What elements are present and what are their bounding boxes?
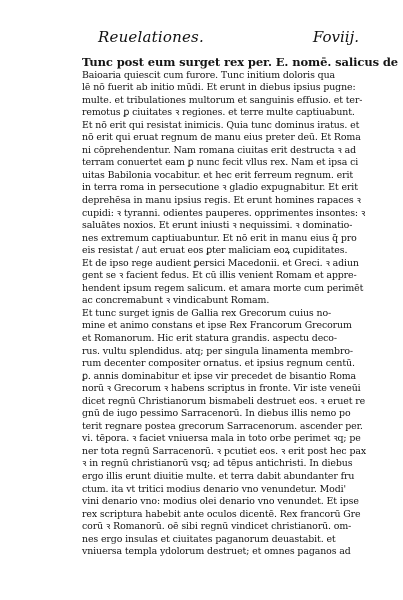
page-header <box>98 28 359 50</box>
text-line: nō erit qui eruat regnum de manu eius preter deū. Et Roma <box>82 132 361 144</box>
text-line: norū ꝛ Grecorum ꝛ habens scriptus in fronte. Vir iste veneūi <box>82 383 361 395</box>
text-line: vi. tēpora. ꝛ faciet vniuersa mala in toto orbe perimet ꝛq; pe <box>82 433 361 445</box>
text-line: cupidi: ꝛ tyranni. odientes pauperes. opprimentes insontes: ꝛ <box>82 207 366 219</box>
text-line: et Romanorum. Hic erit statura grandis. aspectu deco- <box>82 332 337 344</box>
text-line: ctum. ita vt tritici modius denario vno venundetur. Modi' <box>82 483 346 495</box>
text-line: terit regnare postea grecorum Sarracenorum. ascender per. <box>82 420 363 432</box>
text-line: ac concremabunt ꝛ vindicabunt Romam. <box>82 295 270 307</box>
text-line: in terra roma in persecutione ꝛ gladio expugnabitur. Et erit <box>82 182 358 194</box>
text-line: Et nō erit qui resistat inimicis. Quia tunc dominus iratus. et <box>82 119 360 131</box>
text-line: lē nō fuerit ab initio mūdi. Et erunt in diebus ipsius pugne: <box>82 82 356 94</box>
text-line: rum decenter compositer ornatus. et ipsius regnum centū. <box>82 358 355 370</box>
text-line: nes ergo insulas et ciuitates paganorum deuastabit. et <box>82 533 336 545</box>
text-line: nes extremum captiuabuntur. Et nō erit in manu eius q̄ pro <box>82 232 357 244</box>
folio-number: Foviij. <box>312 28 359 46</box>
text-line: remotus ꝑ ciuitates ꝛ regiones. et terre multe captiuabunt. <box>82 107 355 119</box>
text-line: gnū de iugo pessimo Sarracenorū. In diebus illis nemo po <box>82 408 351 420</box>
text-line: hendent ipsum regem salicum. et amara morte cum perimēt <box>82 282 364 294</box>
text-line: Et tunc surget ignis de Gallia rex Grecorum cuius no- <box>82 307 332 319</box>
body-text <box>82 55 399 576</box>
text-line: Baioaria quiescit cum furore. Tunc initium doloris qua <box>82 69 335 81</box>
text-line: rus. vultu splendidus. atq; per singula linamenta membro- <box>82 345 353 357</box>
text-line: terram conuertet eam ꝑ nunc fecit vllus rex. Nam et ipsa ci <box>82 157 359 169</box>
text-line: vini denario vno: modius olei denario vno venundet. Et ipse <box>82 496 359 508</box>
text-line: mine et animo constans et ipse Rex Francorum Grecorum <box>82 320 352 332</box>
text-line: uitas Babilonia vocabitur. et hec erit ferreum regnum. erit <box>82 169 354 181</box>
text-line: rex scriptura habebit ante oculos dicentē. Rex francorū Gre <box>82 508 361 520</box>
text-line: saluātes noxios. Et erunt iniusti ꝛ nequissimi. ꝛ dominatio- <box>82 220 353 232</box>
text-line: ni cōprehendentur. Nam romana ciuitas erit destructa ꝛ ad <box>82 144 357 156</box>
text-line: eis resistat / aut eruat eos ꝑter maliciam eoꝝ cupiditates. <box>82 245 348 257</box>
text-line: corū ꝛ Romanorū. oē sibi regnū vindicet christianorū. om- <box>82 521 352 533</box>
text-line: deprehēsa in manu ipsius regis. Et erunt homines rapaces ꝛ <box>82 194 361 206</box>
text-line: Et de ipso rege audient ꝑersici Macedonii. et Greci. ꝛ adiun <box>82 257 359 269</box>
text-line: Tunc post eum surget rex per. E. nomē. salicus de <box>82 55 399 69</box>
text-line: ner tota regnū Sarracenorū. ꝛ pcutiet eos. ꝛ erit post hec pax <box>82 445 367 457</box>
text-line: multe. et tribulationes multorum et sanguinis effusio. et ter- <box>82 94 363 106</box>
text-line: vniuersa templa ydolorum destruet; et omnes paganos ad <box>82 546 351 558</box>
text-line: ꝑ. annis dominabitur et ipse vir precedet de bisantio Roma <box>82 370 357 382</box>
text-line: ergo illis erunt diuitie multe. et terra dabit abundanter fru <box>82 471 355 482</box>
text-line: gent se ꝛ facient fedus. Et cū illis venient Romam et appre- <box>82 270 357 282</box>
text-line: dicet regnū Christianorum bismabeli destruet eos. ꝛ eruet re <box>82 395 366 407</box>
text-line: ꝛ in regnū christianorū vsq; ad tēpus antichristi. In diebus <box>82 458 353 470</box>
running-title: Reuelationes. <box>98 28 204 46</box>
